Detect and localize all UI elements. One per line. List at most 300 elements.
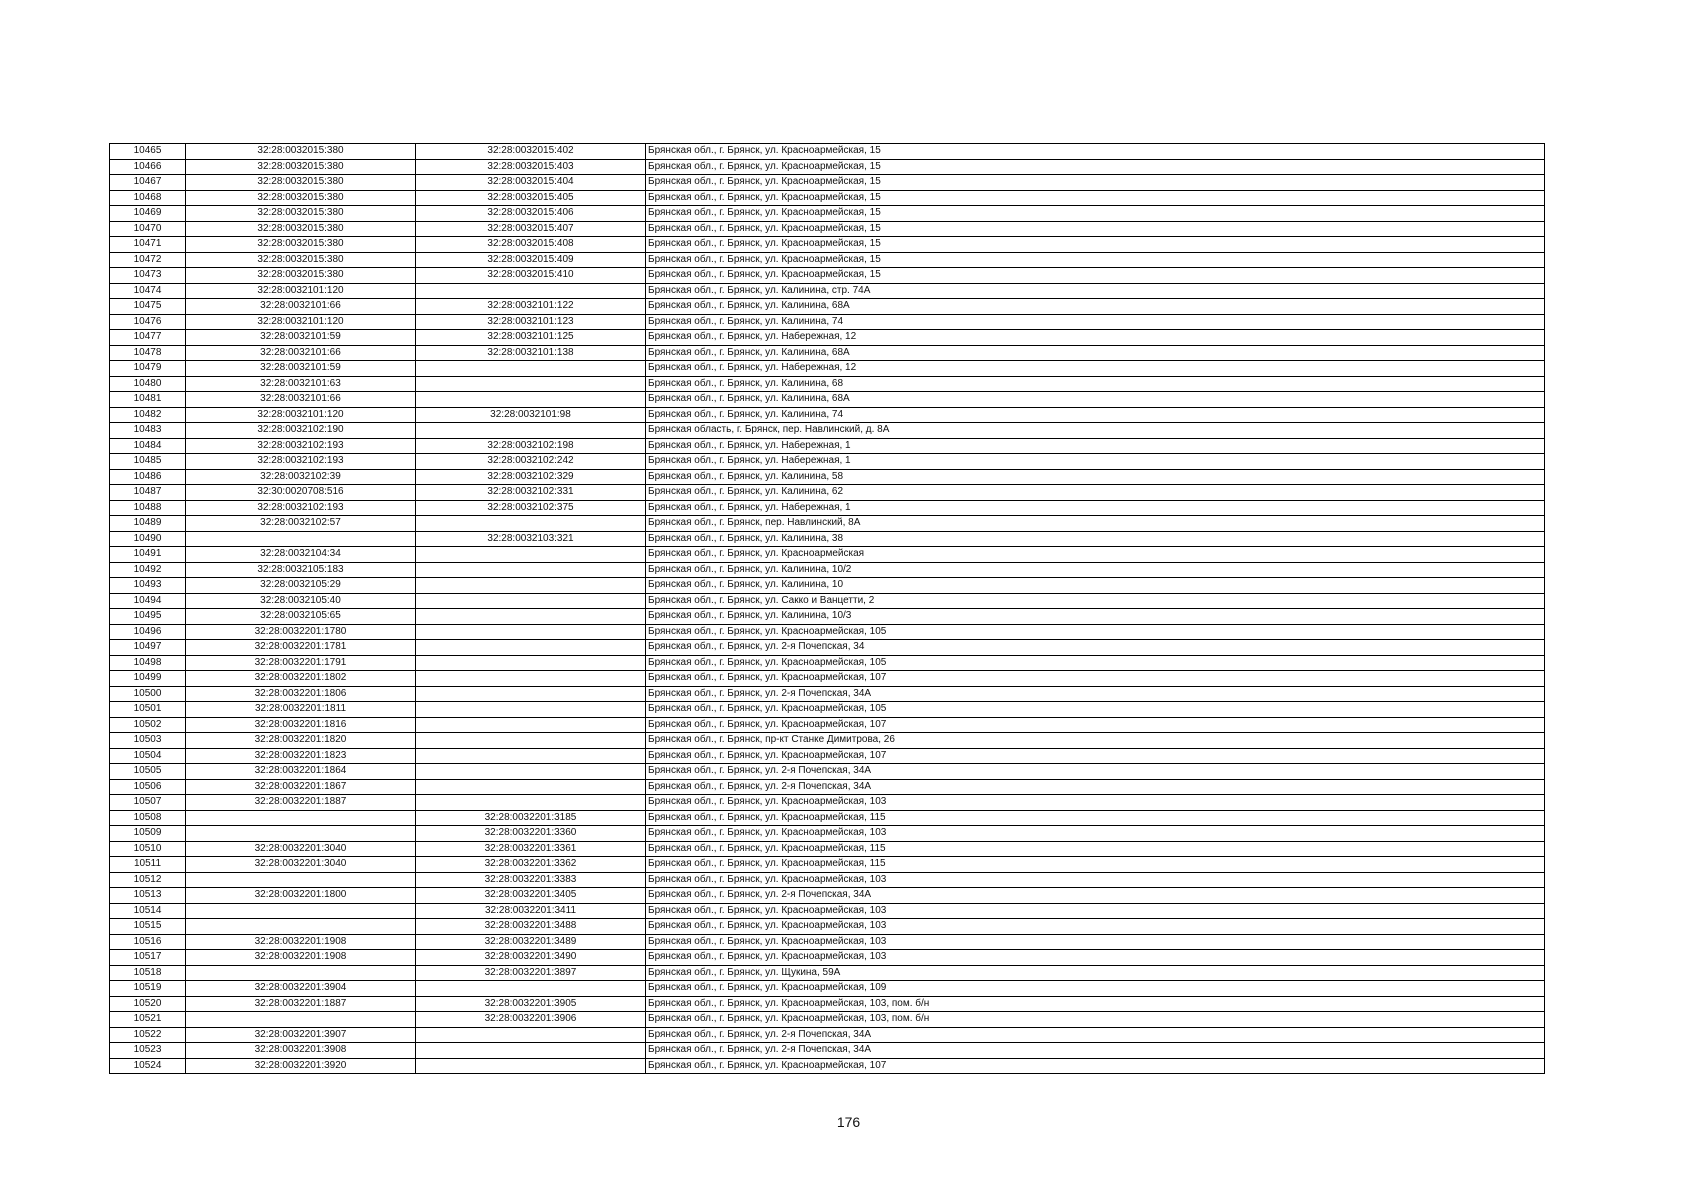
- object-cadastral-cell: 32:28:0032015:404: [416, 175, 646, 191]
- object-cadastral-cell: 32:28:0032015:402: [416, 144, 646, 160]
- parcel-cadastral-cell: 32:30:0020708:516: [186, 485, 416, 501]
- row-number-cell: 10469: [110, 206, 186, 222]
- object-cadastral-cell: 32:28:0032201:3897: [416, 965, 646, 981]
- table-row: [110, 345, 1545, 361]
- table-row: [110, 159, 1545, 175]
- address-cell: Брянская обл., г. Брянск, ул. Красноармейская, 109: [646, 981, 1545, 997]
- table-row: [110, 376, 1545, 392]
- object-cadastral-cell: [416, 361, 646, 377]
- table-row: [110, 717, 1545, 733]
- row-number-cell: 10508: [110, 810, 186, 826]
- object-cadastral-cell: [416, 562, 646, 578]
- table-row: [110, 981, 1545, 997]
- row-number-cell: 10495: [110, 609, 186, 625]
- table-row: [110, 841, 1545, 857]
- address-cell: Брянская обл., г. Брянск, ул. 2-я Почепская, 34А: [646, 779, 1545, 795]
- address-cell: Брянская обл., г. Брянск, ул. Красноармейская: [646, 547, 1545, 563]
- table-row: [110, 764, 1545, 780]
- table-row: [110, 872, 1545, 888]
- address-cell: Брянская обл., г. Брянск, ул. Калинина, 10: [646, 578, 1545, 594]
- object-cadastral-cell: [416, 516, 646, 532]
- address-cell: Брянская обл., г. Брянск, ул. Красноармейская, 15: [646, 268, 1545, 284]
- parcel-cadastral-cell: [186, 531, 416, 547]
- object-cadastral-cell: 32:28:0032201:3906: [416, 1012, 646, 1028]
- object-cadastral-cell: 32:28:0032015:407: [416, 221, 646, 237]
- parcel-cadastral-cell: 32:28:0032101:59: [186, 361, 416, 377]
- object-cadastral-cell: 32:28:0032102:331: [416, 485, 646, 501]
- table-row: [110, 857, 1545, 873]
- parcel-cadastral-cell: 32:28:0032105:183: [186, 562, 416, 578]
- parcel-cadastral-cell: 32:28:0032201:1816: [186, 717, 416, 733]
- row-number-cell: 10481: [110, 392, 186, 408]
- address-cell: Брянская обл., г. Брянск, ул. Красноармейская, 103: [646, 826, 1545, 842]
- page-number: 176: [836, 1114, 861, 1130]
- object-cadastral-cell: [416, 748, 646, 764]
- parcel-cadastral-cell: 32:28:0032101:66: [186, 299, 416, 315]
- table-row: [110, 361, 1545, 377]
- object-cadastral-cell: 32:28:0032201:3405: [416, 888, 646, 904]
- parcel-cadastral-cell: 32:28:0032201:1791: [186, 655, 416, 671]
- row-number-cell: 10518: [110, 965, 186, 981]
- parcel-cadastral-cell: 32:28:0032101:66: [186, 345, 416, 361]
- row-number-cell: 10520: [110, 996, 186, 1012]
- table-row: [110, 283, 1545, 299]
- address-cell: Брянская обл., г. Брянск, ул. 2-я Почепская, 34А: [646, 888, 1545, 904]
- row-number-cell: 10479: [110, 361, 186, 377]
- row-number-cell: 10490: [110, 531, 186, 547]
- address-cell: Брянская обл., г. Брянск, ул. Калинина, 74: [646, 407, 1545, 423]
- object-cadastral-cell: 32:28:0032015:405: [416, 190, 646, 206]
- row-number-cell: 10512: [110, 872, 186, 888]
- object-cadastral-cell: [416, 624, 646, 640]
- object-cadastral-cell: [416, 655, 646, 671]
- address-cell: Брянская обл., г. Брянск, ул. Набережная, 12: [646, 361, 1545, 377]
- table-row: [110, 547, 1545, 563]
- object-cadastral-cell: 32:28:0032102:242: [416, 454, 646, 470]
- object-cadastral-cell: 32:28:0032201:3488: [416, 919, 646, 935]
- address-cell: Брянская обл., г. Брянск, ул. Калинина, 10/3: [646, 609, 1545, 625]
- parcel-cadastral-cell: 32:28:0032201:1887: [186, 996, 416, 1012]
- object-cadastral-cell: 32:28:0032102:198: [416, 438, 646, 454]
- row-number-cell: 10485: [110, 454, 186, 470]
- parcel-cadastral-cell: 32:28:0032201:3907: [186, 1027, 416, 1043]
- parcel-cadastral-cell: 32:28:0032105:29: [186, 578, 416, 594]
- row-number-cell: 10483: [110, 423, 186, 439]
- object-cadastral-cell: [416, 1058, 646, 1074]
- row-number-cell: 10482: [110, 407, 186, 423]
- object-cadastral-cell: [416, 764, 646, 780]
- address-cell: Брянская обл., г. Брянск, ул. Красноармейская, 103: [646, 872, 1545, 888]
- parcel-cadastral-cell: 32:28:0032101:120: [186, 407, 416, 423]
- address-cell: Брянская обл., г. Брянск, ул. Красноармейская, 103: [646, 795, 1545, 811]
- object-cadastral-cell: 32:28:0032201:3411: [416, 903, 646, 919]
- table-row: [110, 671, 1545, 687]
- row-number-cell: 10502: [110, 717, 186, 733]
- row-number-cell: 10500: [110, 686, 186, 702]
- object-cadastral-cell: [416, 795, 646, 811]
- parcel-cadastral-cell: 32:28:0032015:380: [186, 252, 416, 268]
- object-cadastral-cell: 32:28:0032201:3361: [416, 841, 646, 857]
- row-number-cell: 10511: [110, 857, 186, 873]
- object-cadastral-cell: [416, 702, 646, 718]
- address-cell: Брянская обл., г. Брянск, ул. Красноармейская, 15: [646, 175, 1545, 191]
- row-number-cell: 10473: [110, 268, 186, 284]
- table-row: [110, 733, 1545, 749]
- row-number-cell: 10491: [110, 547, 186, 563]
- table-row: [110, 779, 1545, 795]
- row-number-cell: 10523: [110, 1043, 186, 1059]
- object-cadastral-cell: 32:28:0032102:375: [416, 500, 646, 516]
- address-cell: Брянская обл., г. Брянск, ул. Красноармейская, 15: [646, 221, 1545, 237]
- object-cadastral-cell: 32:28:0032015:409: [416, 252, 646, 268]
- row-number-cell: 10514: [110, 903, 186, 919]
- object-cadastral-cell: 32:28:0032201:3905: [416, 996, 646, 1012]
- parcel-cadastral-cell: 32:28:0032201:1780: [186, 624, 416, 640]
- object-cadastral-cell: [416, 423, 646, 439]
- row-number-cell: 10478: [110, 345, 186, 361]
- table-row: [110, 252, 1545, 268]
- object-cadastral-cell: [416, 392, 646, 408]
- address-cell: Брянская обл., г. Брянск, ул. Набережная, 1: [646, 438, 1545, 454]
- parcel-cadastral-cell: [186, 965, 416, 981]
- object-cadastral-cell: 32:28:0032201:3360: [416, 826, 646, 842]
- table-row: [110, 965, 1545, 981]
- table-row: [110, 950, 1545, 966]
- address-cell: Брянская обл., г. Брянск, ул. Красноармейская, 103, пом. б/н: [646, 996, 1545, 1012]
- row-number-cell: 10486: [110, 469, 186, 485]
- row-number-cell: 10521: [110, 1012, 186, 1028]
- object-cadastral-cell: 32:28:0032015:410: [416, 268, 646, 284]
- table-row: [110, 593, 1545, 609]
- object-cadastral-cell: 32:28:0032201:3490: [416, 950, 646, 966]
- row-number-cell: 10496: [110, 624, 186, 640]
- row-number-cell: 10510: [110, 841, 186, 857]
- table-row: [110, 516, 1545, 532]
- row-number-cell: 10503: [110, 733, 186, 749]
- row-number-cell: 10515: [110, 919, 186, 935]
- table-row: [110, 299, 1545, 315]
- parcel-cadastral-cell: 32:28:0032101:120: [186, 283, 416, 299]
- table-row: [110, 686, 1545, 702]
- parcel-cadastral-cell: 32:28:0032201:3040: [186, 857, 416, 873]
- parcel-cadastral-cell: [186, 872, 416, 888]
- parcel-cadastral-cell: 32:28:0032201:3904: [186, 981, 416, 997]
- row-number-cell: 10517: [110, 950, 186, 966]
- parcel-cadastral-cell: [186, 826, 416, 842]
- parcel-cadastral-cell: [186, 903, 416, 919]
- parcel-cadastral-cell: 32:28:0032015:380: [186, 144, 416, 160]
- object-cadastral-cell: 32:28:0032015:406: [416, 206, 646, 222]
- table-row: [110, 810, 1545, 826]
- parcel-cadastral-cell: 32:28:0032102:193: [186, 500, 416, 516]
- object-cadastral-cell: [416, 609, 646, 625]
- row-number-cell: 10504: [110, 748, 186, 764]
- table-row: [110, 237, 1545, 253]
- row-number-cell: 10466: [110, 159, 186, 175]
- parcel-cadastral-cell: 32:28:0032105:40: [186, 593, 416, 609]
- table-body: [110, 144, 1545, 1074]
- address-cell: Брянская обл., г. Брянск, ул. Красноармейская, 107: [646, 671, 1545, 687]
- parcel-cadastral-cell: 32:28:0032201:1864: [186, 764, 416, 780]
- row-number-cell: 10507: [110, 795, 186, 811]
- object-cadastral-cell: 32:28:0032101:125: [416, 330, 646, 346]
- row-number-cell: 10492: [110, 562, 186, 578]
- address-cell: Брянская обл., г. Брянск, ул. 2-я Почепская, 34А: [646, 1043, 1545, 1059]
- row-number-cell: 10524: [110, 1058, 186, 1074]
- parcel-cadastral-cell: 32:28:0032102:39: [186, 469, 416, 485]
- object-cadastral-cell: [416, 578, 646, 594]
- table-row: [110, 407, 1545, 423]
- table-row: [110, 562, 1545, 578]
- row-number-cell: 10465: [110, 144, 186, 160]
- address-cell: Брянская обл., г. Брянск, ул. Красноармейская, 107: [646, 1058, 1545, 1074]
- table-row: [110, 469, 1545, 485]
- object-cadastral-cell: [416, 981, 646, 997]
- address-cell: Брянская обл., г. Брянск, ул. Красноармейская, 15: [646, 144, 1545, 160]
- table-row: [110, 702, 1545, 718]
- object-cadastral-cell: [416, 1043, 646, 1059]
- property-table: [109, 143, 1545, 1074]
- row-number-cell: 10488: [110, 500, 186, 516]
- parcel-cadastral-cell: 32:28:0032015:380: [186, 221, 416, 237]
- address-cell: Брянская обл., г. Брянск, ул. Набережная, 1: [646, 500, 1545, 516]
- object-cadastral-cell: 32:28:0032201:3362: [416, 857, 646, 873]
- parcel-cadastral-cell: 32:28:0032201:3920: [186, 1058, 416, 1074]
- object-cadastral-cell: 32:28:0032101:138: [416, 345, 646, 361]
- row-number-cell: 10487: [110, 485, 186, 501]
- address-cell: Брянская обл., г. Брянск, ул. Красноармейская, 103: [646, 903, 1545, 919]
- parcel-cadastral-cell: 32:28:0032201:3908: [186, 1043, 416, 1059]
- row-number-cell: 10499: [110, 671, 186, 687]
- address-cell: Брянская обл., г. Брянск, ул. Красноармейская, 105: [646, 624, 1545, 640]
- address-cell: Брянская обл., г. Брянск, ул. Красноармейская, 15: [646, 237, 1545, 253]
- address-cell: Брянская обл., г. Брянск, ул. Сакко и Ванцетти, 2: [646, 593, 1545, 609]
- parcel-cadastral-cell: 32:28:0032101:59: [186, 330, 416, 346]
- parcel-cadastral-cell: 32:28:0032101:120: [186, 314, 416, 330]
- parcel-cadastral-cell: 32:28:0032015:380: [186, 268, 416, 284]
- table-row: [110, 423, 1545, 439]
- table-row: [110, 1027, 1545, 1043]
- table-row: [110, 888, 1545, 904]
- row-number-cell: 10497: [110, 640, 186, 656]
- address-cell: Брянская обл., г. Брянск, ул. 2-я Почепская, 34: [646, 640, 1545, 656]
- row-number-cell: 10470: [110, 221, 186, 237]
- parcel-cadastral-cell: 32:28:0032201:1887: [186, 795, 416, 811]
- row-number-cell: 10474: [110, 283, 186, 299]
- row-number-cell: 10519: [110, 981, 186, 997]
- address-cell: Брянская обл., г. Брянск, ул. Красноармейская, 103: [646, 934, 1545, 950]
- row-number-cell: 10505: [110, 764, 186, 780]
- parcel-cadastral-cell: 32:28:0032201:3040: [186, 841, 416, 857]
- parcel-cadastral-cell: 32:28:0032015:380: [186, 159, 416, 175]
- parcel-cadastral-cell: 32:28:0032201:1811: [186, 702, 416, 718]
- table-row: [110, 624, 1545, 640]
- object-cadastral-cell: [416, 640, 646, 656]
- parcel-cadastral-cell: 32:28:0032015:380: [186, 175, 416, 191]
- row-number-cell: 10516: [110, 934, 186, 950]
- row-number-cell: 10501: [110, 702, 186, 718]
- parcel-cadastral-cell: 32:28:0032201:1820: [186, 733, 416, 749]
- table-row: [110, 454, 1545, 470]
- row-number-cell: 10484: [110, 438, 186, 454]
- parcel-cadastral-cell: 32:28:0032201:1806: [186, 686, 416, 702]
- address-cell: Брянская обл., г. Брянск, ул. Красноармейская, 15: [646, 190, 1545, 206]
- table-row: [110, 996, 1545, 1012]
- address-cell: Брянская обл., г. Брянск, ул. Красноармейская, 15: [646, 206, 1545, 222]
- address-cell: Брянская обл., г. Брянск, ул. Красноармейская, 105: [646, 655, 1545, 671]
- row-number-cell: 10476: [110, 314, 186, 330]
- table-row: [110, 438, 1545, 454]
- table-row: [110, 485, 1545, 501]
- object-cadastral-cell: 32:28:0032015:408: [416, 237, 646, 253]
- parcel-cadastral-cell: [186, 1012, 416, 1028]
- address-cell: Брянская обл., г. Брянск, ул. Красноармейская, 115: [646, 810, 1545, 826]
- row-number-cell: 10467: [110, 175, 186, 191]
- parcel-cadastral-cell: 32:28:0032101:63: [186, 376, 416, 392]
- address-cell: Брянская обл., г. Брянск, ул. 2-я Почепская, 34А: [646, 764, 1545, 780]
- address-cell: Брянская обл., г. Брянск, ул. Калинина, стр. 74А: [646, 283, 1545, 299]
- address-cell: Брянская обл., г. Брянск, пр-кт Станке Димитрова, 26: [646, 733, 1545, 749]
- table-row: [110, 268, 1545, 284]
- address-cell: Брянская обл., г. Брянск, ул. Калинина, 68А: [646, 392, 1545, 408]
- address-cell: Брянская обл., г. Брянск, ул. Красноармейская, 103: [646, 919, 1545, 935]
- table-row: [110, 190, 1545, 206]
- object-cadastral-cell: 32:28:0032102:329: [416, 469, 646, 485]
- address-cell: Брянская обл., г. Брянск, ул. Красноармейская, 103, пом. б/н: [646, 1012, 1545, 1028]
- row-number-cell: 10480: [110, 376, 186, 392]
- parcel-cadastral-cell: [186, 810, 416, 826]
- table-row: [110, 748, 1545, 764]
- row-number-cell: 10472: [110, 252, 186, 268]
- table-row: [110, 1043, 1545, 1059]
- address-cell: Брянская обл., г. Брянск, ул. Красноармейская, 107: [646, 748, 1545, 764]
- parcel-cadastral-cell: 32:28:0032201:1908: [186, 934, 416, 950]
- parcel-cadastral-cell: 32:28:0032201:1908: [186, 950, 416, 966]
- address-cell: Брянская обл., г. Брянск, ул. Калинина, 58: [646, 469, 1545, 485]
- table-row: [110, 206, 1545, 222]
- object-cadastral-cell: [416, 1027, 646, 1043]
- object-cadastral-cell: [416, 717, 646, 733]
- object-cadastral-cell: [416, 686, 646, 702]
- row-number-cell: 10498: [110, 655, 186, 671]
- parcel-cadastral-cell: 32:28:0032201:1867: [186, 779, 416, 795]
- address-cell: Брянская обл., г. Брянск, ул. Красноармейская, 105: [646, 702, 1545, 718]
- row-number-cell: 10494: [110, 593, 186, 609]
- object-cadastral-cell: 32:28:0032101:122: [416, 299, 646, 315]
- address-cell: Брянская обл., г. Брянск, ул. Калинина, 38: [646, 531, 1545, 547]
- address-cell: Брянская обл., г. Брянск, ул. Красноармейская, 107: [646, 717, 1545, 733]
- table-row: [110, 1058, 1545, 1074]
- object-cadastral-cell: [416, 671, 646, 687]
- address-cell: Брянская обл., г. Брянск, ул. Красноармейская, 15: [646, 159, 1545, 175]
- object-cadastral-cell: 32:28:0032101:123: [416, 314, 646, 330]
- table-row: [110, 826, 1545, 842]
- parcel-cadastral-cell: 32:28:0032104:34: [186, 547, 416, 563]
- object-cadastral-cell: 32:28:0032015:403: [416, 159, 646, 175]
- address-cell: Брянская обл., г. Брянск, ул. 2-я Почепская, 34А: [646, 1027, 1545, 1043]
- table-row: [110, 903, 1545, 919]
- row-number-cell: 10513: [110, 888, 186, 904]
- parcel-cadastral-cell: 32:28:0032105:65: [186, 609, 416, 625]
- row-number-cell: 10493: [110, 578, 186, 594]
- object-cadastral-cell: [416, 593, 646, 609]
- address-cell: Брянская обл., г. Брянск, ул. Красноармейская, 103: [646, 950, 1545, 966]
- address-cell: Брянская обл., г. Брянск, ул. Калинина, 62: [646, 485, 1545, 501]
- address-cell: Брянская обл., г. Брянск, ул. 2-я Почепская, 34А: [646, 686, 1545, 702]
- address-cell: Брянская обл., г. Брянск, ул. Калинина, 74: [646, 314, 1545, 330]
- row-number-cell: 10475: [110, 299, 186, 315]
- address-cell: Брянская обл., г. Брянск, ул. Набережная, 1: [646, 454, 1545, 470]
- table-row: [110, 919, 1545, 935]
- parcel-cadastral-cell: 32:28:0032015:380: [186, 237, 416, 253]
- parcel-cadastral-cell: 32:28:0032201:1802: [186, 671, 416, 687]
- table-row: [110, 795, 1545, 811]
- address-cell: Брянская обл., г. Брянск, ул. Красноармейская, 115: [646, 841, 1545, 857]
- parcel-cadastral-cell: [186, 919, 416, 935]
- address-cell: Брянская обл., г. Брянск, ул. Щукина, 59А: [646, 965, 1545, 981]
- address-cell: Брянская обл., г. Брянск, ул. Набережная, 12: [646, 330, 1545, 346]
- parcel-cadastral-cell: 32:28:0032201:1823: [186, 748, 416, 764]
- address-cell: Брянская обл., г. Брянск, ул. Красноармейская, 115: [646, 857, 1545, 873]
- address-cell: Брянская обл., г. Брянск, ул. Калинина, 68А: [646, 299, 1545, 315]
- parcel-cadastral-cell: 32:28:0032102:193: [186, 438, 416, 454]
- row-number-cell: 10489: [110, 516, 186, 532]
- object-cadastral-cell: 32:28:0032201:3383: [416, 872, 646, 888]
- parcel-cadastral-cell: 32:28:0032201:1800: [186, 888, 416, 904]
- row-number-cell: 10477: [110, 330, 186, 346]
- parcel-cadastral-cell: 32:28:0032101:66: [186, 392, 416, 408]
- object-cadastral-cell: 32:28:0032201:3489: [416, 934, 646, 950]
- table-row: [110, 500, 1545, 516]
- address-cell: Брянская обл., г. Брянск, пер. Навлинский, 8А: [646, 516, 1545, 532]
- object-cadastral-cell: [416, 779, 646, 795]
- table-row: [110, 609, 1545, 625]
- object-cadastral-cell: 32:28:0032103:321: [416, 531, 646, 547]
- address-cell: Брянская область, г. Брянск, пер. Навлинский, д. 8А: [646, 423, 1545, 439]
- table-row: [110, 144, 1545, 160]
- object-cadastral-cell: [416, 376, 646, 392]
- object-cadastral-cell: 32:28:0032101:98: [416, 407, 646, 423]
- object-cadastral-cell: [416, 733, 646, 749]
- row-number-cell: 10471: [110, 237, 186, 253]
- address-cell: Брянская обл., г. Брянск, ул. Калинина, 68: [646, 376, 1545, 392]
- parcel-cadastral-cell: 32:28:0032015:380: [186, 190, 416, 206]
- object-cadastral-cell: 32:28:0032201:3185: [416, 810, 646, 826]
- address-cell: Брянская обл., г. Брянск, ул. Калинина, 68А: [646, 345, 1545, 361]
- address-cell: Брянская обл., г. Брянск, ул. Калинина, 10/2: [646, 562, 1545, 578]
- object-cadastral-cell: [416, 283, 646, 299]
- row-number-cell: 10509: [110, 826, 186, 842]
- table-row: [110, 578, 1545, 594]
- table-row: [110, 640, 1545, 656]
- parcel-cadastral-cell: 32:28:0032102:193: [186, 454, 416, 470]
- table-row: [110, 1012, 1545, 1028]
- object-cadastral-cell: [416, 547, 646, 563]
- table-row: [110, 330, 1545, 346]
- row-number-cell: 10468: [110, 190, 186, 206]
- parcel-cadastral-cell: 32:28:0032201:1781: [186, 640, 416, 656]
- row-number-cell: 10506: [110, 779, 186, 795]
- table-row: [110, 655, 1545, 671]
- table-row: [110, 221, 1545, 237]
- parcel-cadastral-cell: 32:28:0032102:57: [186, 516, 416, 532]
- address-cell: Брянская обл., г. Брянск, ул. Красноармейская, 15: [646, 252, 1545, 268]
- table-row: [110, 314, 1545, 330]
- parcel-cadastral-cell: 32:28:0032015:380: [186, 206, 416, 222]
- parcel-cadastral-cell: 32:28:0032102:190: [186, 423, 416, 439]
- table-row: [110, 175, 1545, 191]
- table-row: [110, 934, 1545, 950]
